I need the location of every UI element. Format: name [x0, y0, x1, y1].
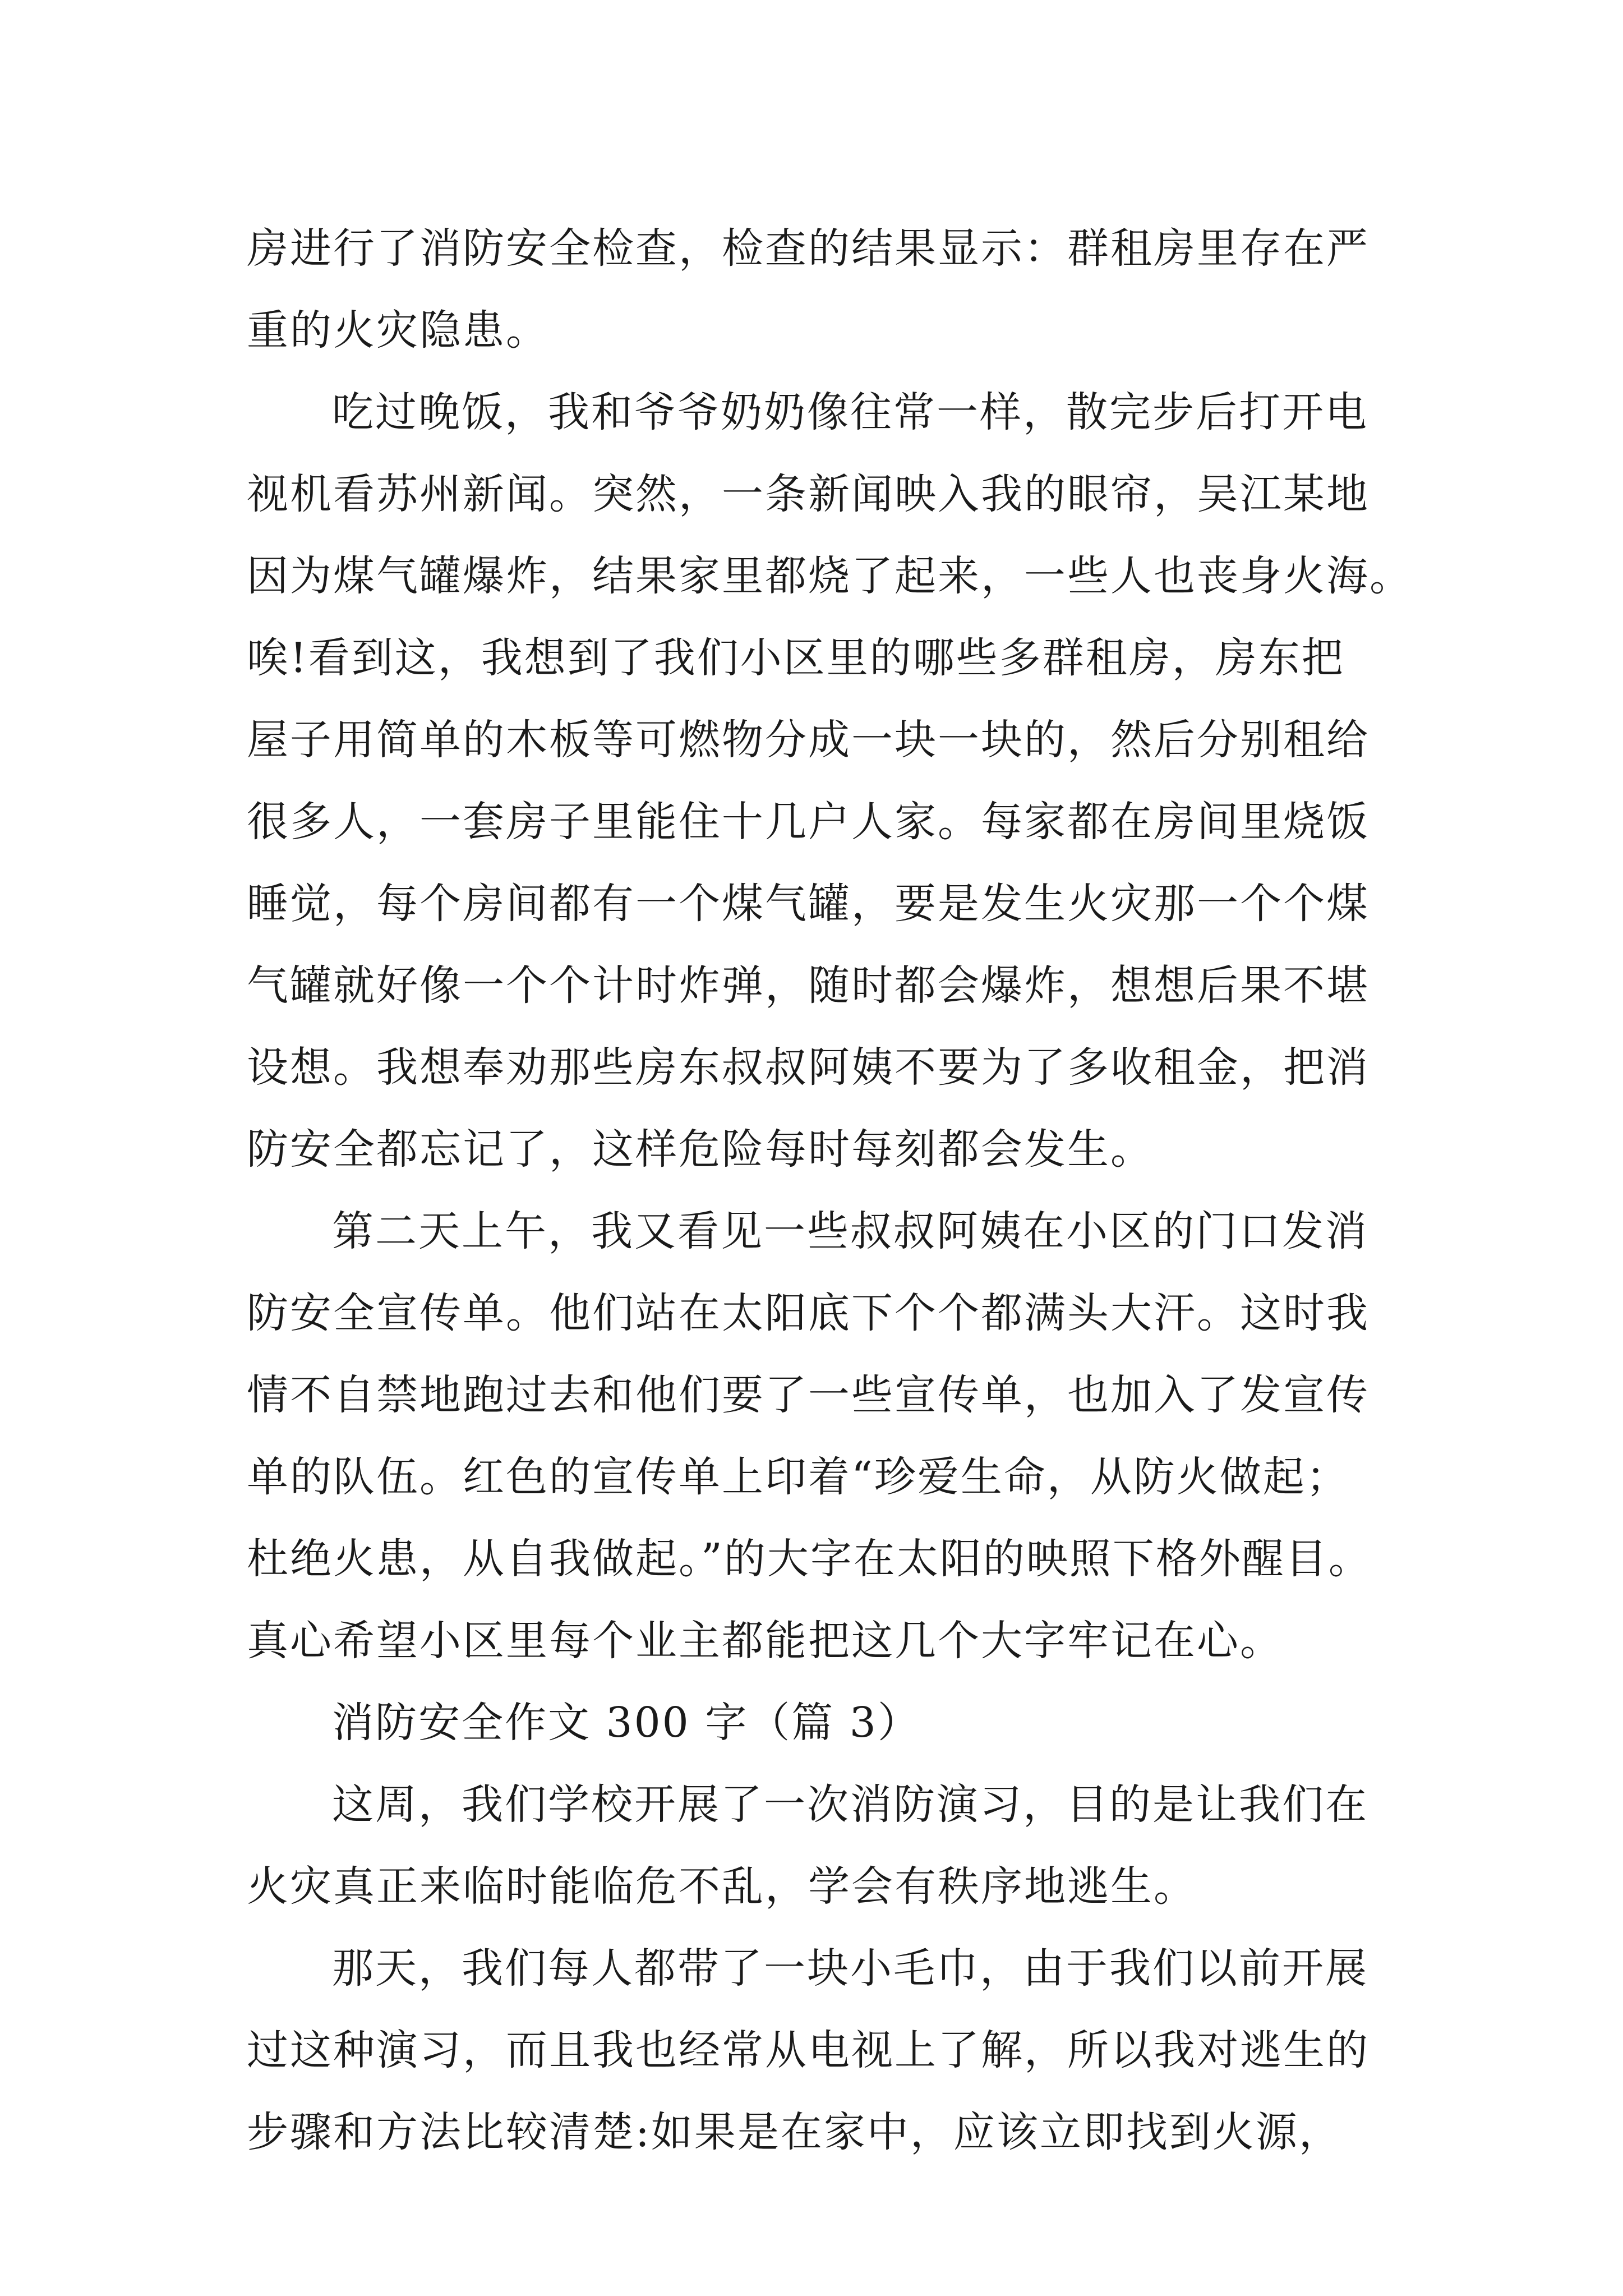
text-line: 防安全都忘记了，这样危险每时每刻都会发生。: [247, 1125, 1154, 1174]
text-line: 因为煤气罐爆炸，结果家里都烧了起来，一些人也丧身火海。: [247, 552, 1413, 600]
text-line: 很多人，一套房子里能住十几户人家。每家都在房间里烧饭: [247, 798, 1370, 846]
text-line: 那天，我们每人都带了一块小毛巾，由于我们以前开展: [332, 1944, 1368, 1993]
text-line: 火灾真正来临时能临危不乱，学会有秩序地逃生。: [247, 1862, 1197, 1911]
text-line: 第二天上午，我又看见一些叔叔阿姨在小区的门口发消: [332, 1207, 1368, 1255]
text-line: 真心希望小区里每个业主都能把这几个大字牢记在心。: [247, 1617, 1283, 1665]
text-line: 房进行了消防安全检查，检查的结果显示：群租房里存在严: [247, 224, 1370, 273]
text-line: 设想。我想奉劝那些房东叔叔阿姨不要为了多收租金，把消: [247, 1043, 1370, 1092]
text-line: 这周，我们学校开展了一次消防演习，目的是让我们在: [332, 1780, 1368, 1829]
text-line: 屋子用简单的木板等可燃物分成一块一块的，然后分别租给: [247, 716, 1370, 764]
text-line: 杜绝火患，从自我做起。”的大字在太阳的映照下格外醒目。: [247, 1535, 1372, 1583]
text-line: 重的火灾隐患。: [247, 306, 549, 355]
section-heading: 消防安全作文 300 字（篇 3）: [332, 1699, 921, 1747]
text-line: 步骤和方法比较清楚:如果是在家中，应该立即找到火源，: [247, 2108, 1342, 2156]
text-line: 单的队伍。红色的宣传单上印着“珍爱生命，从防火做起；: [247, 1453, 1349, 1501]
text-line: 视机看苏州新闻。突然，一条新闻映入我的眼帘，吴江某地: [247, 470, 1370, 518]
text-line: 睡觉，每个房间都有一个煤气罐，要是发生火灾那一个个煤: [247, 880, 1370, 928]
text-line: 气罐就好像一个个计时炸弹，随时都会爆炸，想想后果不堪: [247, 961, 1370, 1010]
text-line: 吃过晚饭，我和爷爷奶奶像往常一样，散完步后打开电: [332, 388, 1368, 436]
text-line: 防安全宣传单。他们站在太阳底下个个都满头大汗。这时我: [247, 1289, 1370, 1337]
text-line: 唉!看到这，我想到了我们小区里的哪些多群租房，房东把: [247, 634, 1345, 682]
body-text: [247, 208, 1413, 2173]
text-line: 过这种演习，而且我也经常从电视上了解，所以我对逃生的: [247, 2026, 1370, 2074]
text-line: 情不自禁地跑过去和他们要了一些宣传单，也加入了发宣传: [247, 1371, 1370, 1419]
